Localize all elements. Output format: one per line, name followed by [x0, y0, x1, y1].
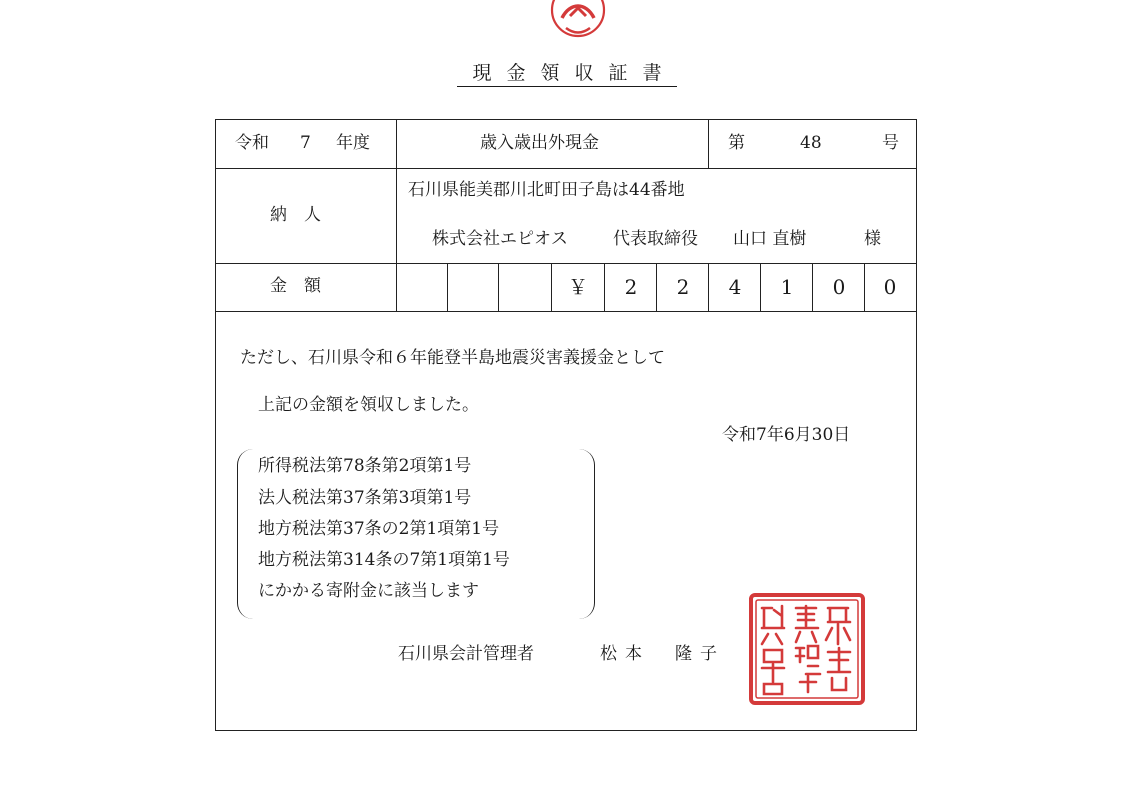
- amount-cell-divider: [447, 263, 448, 311]
- amount-digit: 0: [832, 275, 846, 299]
- signer-name: 松本 隆子: [600, 644, 725, 664]
- row-divider-3: [215, 311, 917, 312]
- remarks-purpose: ただし、石川県令和６年能登半島地震災害義援金として: [240, 348, 665, 368]
- era-label: 令和: [235, 133, 269, 153]
- era-year: 7: [300, 133, 311, 153]
- payer-label: 納 人: [270, 205, 321, 225]
- document-title: 現金領収証書: [0, 58, 1134, 87]
- amount-digit: 2: [676, 275, 690, 299]
- amount-cell-divider: [498, 263, 499, 311]
- payer-name: 山口 直樹: [733, 229, 807, 249]
- amount-digit: 4: [728, 275, 742, 299]
- payer-position: 代表取締役: [613, 229, 698, 249]
- number-prefix: 第: [728, 133, 745, 153]
- tax-law-line: 地方税法第314条の7第1項第1号: [258, 550, 510, 570]
- label-column-divider: [396, 119, 397, 311]
- payer-honorific: 様: [864, 229, 881, 249]
- tax-law-line: 地方税法第37条の2第1項第1号: [258, 519, 500, 539]
- row-divider-1: [215, 168, 917, 169]
- receipt-number: 48: [800, 133, 822, 153]
- amount-currency: ￥: [568, 275, 588, 299]
- number-suffix: 号: [882, 133, 899, 153]
- remarks-receipt: 上記の金額を領収しました。: [258, 395, 479, 415]
- tax-law-line: 法人税法第37条第3項第1号: [258, 488, 472, 508]
- amount-digit: 0: [883, 275, 897, 299]
- fiscal-year-suffix: 年度: [336, 133, 370, 153]
- payer-address: 石川県能美郡川北町田子島は44番地: [408, 180, 685, 200]
- issue-date: 令和7年6月30日: [722, 425, 851, 445]
- tax-law-line: 所得税法第78条第2項第1号: [258, 456, 472, 476]
- account-type: 歳入歳出外現金: [480, 133, 599, 153]
- top-seal-mark: [548, 0, 608, 46]
- header-number-divider: [708, 119, 709, 168]
- signer-title: 石川県会計管理者: [398, 644, 534, 664]
- amount-digit: 2: [624, 275, 638, 299]
- amount-label: 金 額: [270, 276, 321, 296]
- amount-digit: 1: [780, 275, 794, 299]
- tax-law-line: にかかる寄附金に該当します: [258, 581, 479, 601]
- official-seal-stamp: [748, 592, 866, 706]
- payer-company: 株式会社エピオス: [432, 229, 568, 249]
